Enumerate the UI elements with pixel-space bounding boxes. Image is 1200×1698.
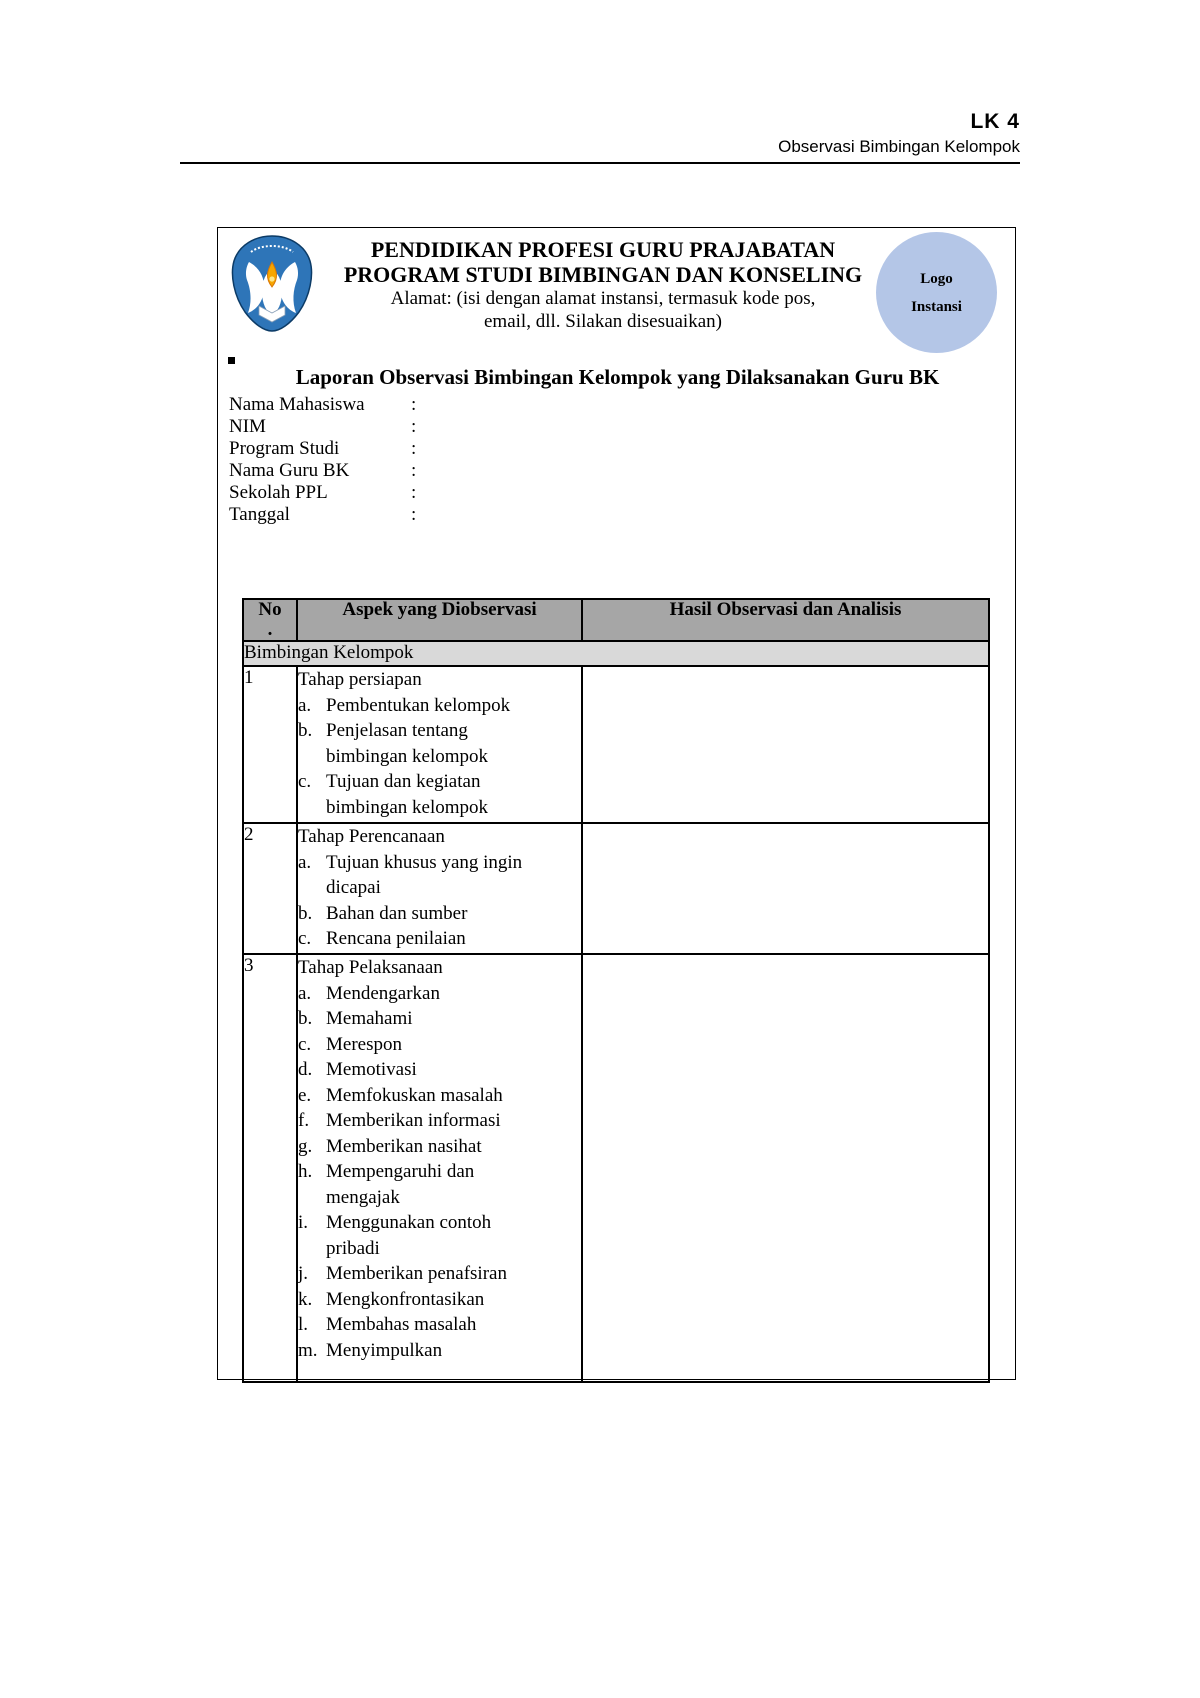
tut-wuri-handayani-logo-icon (229, 234, 315, 334)
cell-row-number: 1 (243, 666, 297, 823)
aspek-list-item (298, 1261, 581, 1287)
aspek-item-text: Memfokuskan masalah (326, 1084, 503, 1106)
field-label: Tanggal (229, 504, 290, 525)
aspek-list-item (298, 901, 581, 927)
aspek-list-item (298, 1032, 581, 1058)
lk-tag: LK 4 (970, 110, 1020, 133)
table-row (243, 954, 989, 1382)
table-header-row (243, 599, 989, 641)
form-field-row (229, 416, 763, 438)
aspek-item-letter: l. (298, 1314, 309, 1335)
aspek-list-item (298, 1083, 581, 1109)
field-label: NIM (229, 416, 266, 437)
aspek-item-text: Membahas masalah (326, 1314, 477, 1335)
form-field-row (229, 460, 763, 482)
table-header-aspek: Aspek yang Diobservasi (297, 599, 582, 641)
report-title: Laporan Observasi Bimbingan Kelompok yang Dilaksanakan Guru BK (295, 365, 940, 389)
aspek-list-item (298, 1108, 581, 1134)
aspek-title: Tahap persiapan (298, 669, 422, 690)
aspek-item-letter: d. (298, 1059, 313, 1080)
field-colon: : (411, 504, 417, 525)
aspek-item-text: Memberikan nasihat (326, 1135, 482, 1157)
aspek-list-item (298, 1312, 581, 1338)
aspek-item-letter: a. (298, 694, 312, 716)
aspek-item-letter: b. (298, 720, 313, 741)
aspek-list-item (298, 718, 581, 769)
cell-row-number: 2 (243, 823, 297, 954)
aspek-item-text: Mempengaruhi dan mengajak (326, 1161, 475, 1208)
field-colon: : (411, 416, 417, 437)
form-field-row (229, 504, 763, 526)
aspek-item-text: Merespon (326, 1033, 402, 1055)
field-colon: : (411, 460, 417, 481)
aspek-item-letter: c. (298, 1033, 312, 1055)
cell-hasil-observasi[interactable] (582, 954, 989, 1382)
aspek-item-letter: j. (298, 1263, 309, 1284)
aspek-list-item (298, 1338, 581, 1364)
logo-instansi-placeholder (876, 232, 997, 353)
aspek-list-item (298, 1159, 581, 1210)
aspek-item-letter: i. (298, 1212, 309, 1233)
aspek-item-text: Bahan dan sumber (326, 902, 468, 924)
aspek-item-text: Menggunakan contoh pribadi (326, 1212, 492, 1259)
table-header-hasil: Hasil Observasi dan Analisis (582, 599, 989, 641)
aspek-item-text: Memberikan informasi (326, 1110, 501, 1131)
cell-hasil-observasi[interactable] (582, 666, 989, 823)
cell-row-number: 3 (243, 954, 297, 1382)
field-colon: : (411, 394, 417, 415)
field-label: Nama Guru BK (229, 460, 350, 481)
aspek-list-item (298, 769, 581, 820)
cell-aspek (297, 823, 582, 954)
aspek-item-letter: g. (298, 1135, 313, 1157)
table-header-no: No . (243, 599, 297, 641)
aspek-title: Tahap Pelaksanaan (298, 957, 443, 978)
aspek-item-letter: b. (298, 902, 313, 924)
aspek-item-text: Menyimpulkan (326, 1339, 443, 1361)
letterhead-address-line2: email, dll. Silakan disesuaikan) (484, 311, 722, 332)
aspek-title: Tahap Perencanaan (298, 826, 445, 847)
aspek-item-letter: c. (298, 928, 312, 949)
document-border-box (217, 227, 1016, 1380)
bullet-marker (228, 357, 235, 364)
aspek-list-item (298, 850, 581, 901)
field-colon: : (411, 482, 417, 503)
field-label: Program Studi (229, 438, 340, 459)
table-row (243, 666, 989, 823)
page-header (180, 110, 1020, 164)
aspek-item-text: Memahami (326, 1008, 413, 1029)
field-label: Sekolah PPL (229, 482, 328, 503)
aspek-item-text: Penjelasan tentang bimbingan kelompok (326, 720, 489, 767)
aspek-item-text: Memberikan penafsiran (326, 1263, 507, 1284)
logo-instansi-label-line2: Instansi (911, 298, 962, 315)
form-field-row (229, 438, 763, 460)
cell-aspek (297, 954, 582, 1382)
letterhead-address-line1: Alamat: (isi dengan alamat instansi, termasuk kode pos, (390, 288, 816, 309)
aspek-item-letter: b. (298, 1008, 313, 1029)
aspek-item-letter: a. (298, 982, 312, 1004)
aspek-item-letter: m. (298, 1339, 318, 1361)
aspek-list-item (298, 1006, 581, 1032)
aspek-item-text: Memotivasi (326, 1059, 417, 1080)
aspek-item-text: Rencana penilaian (326, 928, 466, 949)
form-field-row (229, 482, 763, 504)
aspek-list-item (298, 1134, 581, 1160)
cell-hasil-observasi[interactable] (582, 823, 989, 954)
aspek-item-letter: e. (298, 1084, 312, 1106)
aspek-list-item (298, 1287, 581, 1313)
letterhead-line1: PENDIDIKAN PROFESI GURU PRAJABATAN (370, 237, 836, 262)
table-section-row (243, 641, 989, 666)
aspek-item-text: Pembentukan kelompok (326, 694, 511, 716)
aspek-list-item (298, 981, 581, 1007)
letterhead-line2: PROGRAM STUDI BIMBINGAN DAN KONSELING (343, 262, 863, 287)
aspek-item-text: Tujuan dan kegiatan bimbingan kelompok (326, 771, 489, 818)
aspek-list-item (298, 926, 581, 952)
aspek-item-letter: c. (298, 771, 312, 792)
aspek-list-item (298, 1057, 581, 1083)
table-section-label: Bimbingan Kelompok (243, 641, 989, 666)
field-colon: : (411, 438, 417, 459)
aspek-list-item (298, 1210, 581, 1261)
form-fields (229, 394, 763, 526)
aspek-item-text: Tujuan khusus yang ingin dicapai (326, 851, 523, 898)
aspek-item-text: Mengkonfrontasikan (326, 1288, 485, 1310)
field-label: Nama Mahasiswa (229, 394, 365, 415)
observation-table (242, 598, 990, 1383)
form-field-row (229, 394, 763, 416)
logo-instansi-label-line1: Logo (920, 270, 953, 287)
table-row (243, 823, 989, 954)
lk-subtitle: Observasi Bimbingan Kelompok (778, 137, 1020, 156)
cell-aspek (297, 666, 582, 823)
aspek-item-letter: k. (298, 1288, 313, 1310)
aspek-item-letter: f. (298, 1110, 310, 1131)
aspek-list-item (298, 693, 581, 719)
letterhead (318, 237, 888, 333)
header-rule (180, 162, 1020, 164)
aspek-item-letter: h. (298, 1161, 313, 1182)
aspek-item-text: Mendengarkan (326, 982, 440, 1004)
aspek-item-letter: a. (298, 851, 312, 873)
